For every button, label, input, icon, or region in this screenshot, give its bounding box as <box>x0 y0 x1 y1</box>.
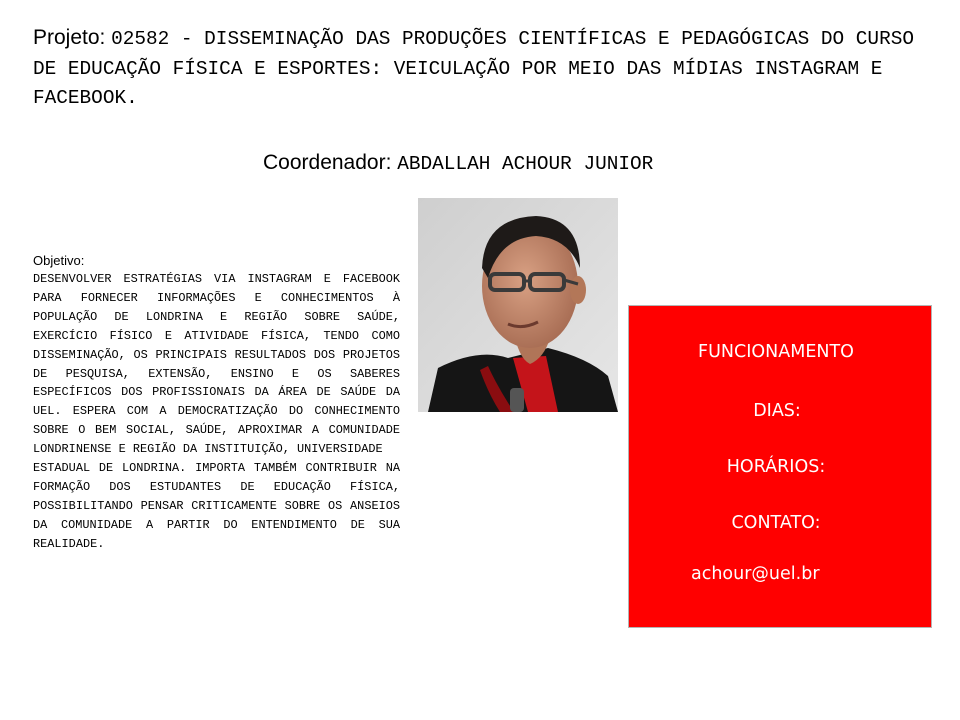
info-panel <box>628 305 932 628</box>
coordinator-line <box>263 149 903 178</box>
objective-section <box>33 253 400 554</box>
panel-title: FUNCIONAMENTO <box>698 342 854 362</box>
coordinator-photo <box>418 198 618 412</box>
coordinator-label: Coordenador: <box>263 151 392 174</box>
project-value: 02582 - DISSEMINAÇÃO DAS PRODUÇÕES CIENTÍFICAS E PEDAGÓGICAS DO CURSO DE EDUCAÇÃO FÍSICA E ESPORTES: VEICULAÇÃO POR MEIO DAS MÍDIAS INSTAGRAM E FACEBOOK. <box>33 28 914 109</box>
contact-label: CONTATO: <box>731 513 821 533</box>
hours-label: HORÁRIOS: <box>726 457 826 477</box>
project-label: Projeto: <box>33 26 106 49</box>
coordinator-name: ABDALLAH ACHOUR JUNIOR <box>397 153 654 175</box>
project-title <box>33 24 933 113</box>
objective-label: Objetivo: <box>33 253 85 268</box>
days-label: DIAS: <box>753 401 801 421</box>
contact-email[interactable]: achour@uel.br <box>691 564 820 584</box>
objective-text: DESENVOLVER ESTRATÉGIAS VIA INSTAGRAM E FACEBOOK PARA FORNECER INFORMAÇÕES E CONHECIMENTOS À POPULAÇÃO DE LONDRINA E REGIÃO SOBRE SAÚDE, EXERCÍCIO FÍSICO E ATIVIDADE FÍSICA, TENDO COMO DISSEMINAÇÃO, OS PRINCIPAIS RESULTADOS DOS PROJETOS DE PESQUISA, EXTENSÃO, ENSINO E OS SABERES ESPECÍFICOS DOS PROFISSIONAIS DA ÁREA DE SAÚDE DA UEL. ESPERA COM A DEMOCRATIZAÇÃO DO CONHECIMENTO SOBRE O BEM SOCIAL, SAÚDE, APROXIMAR A COMUNIDADE LONDRINENSE E REGIÃO DA INSTITUIÇÃO, UNIVERSIDADE ESTADUAL DE LONDRINA. IMPORTA TAMBÉM CONTRIBUIR NA FORMAÇÃO DOS ESTUDANTES DE EDUCAÇÃO FÍSICA, POSSIBILITANDO PENSAR CRITICAMENTE SOBRE OS ANSEIOS DA COMUNIDADE A PARTIR DO ENTENDIMENTO DE SUA REALIDADE. <box>33 272 400 551</box>
coordinator-portrait-icon <box>418 198 618 412</box>
